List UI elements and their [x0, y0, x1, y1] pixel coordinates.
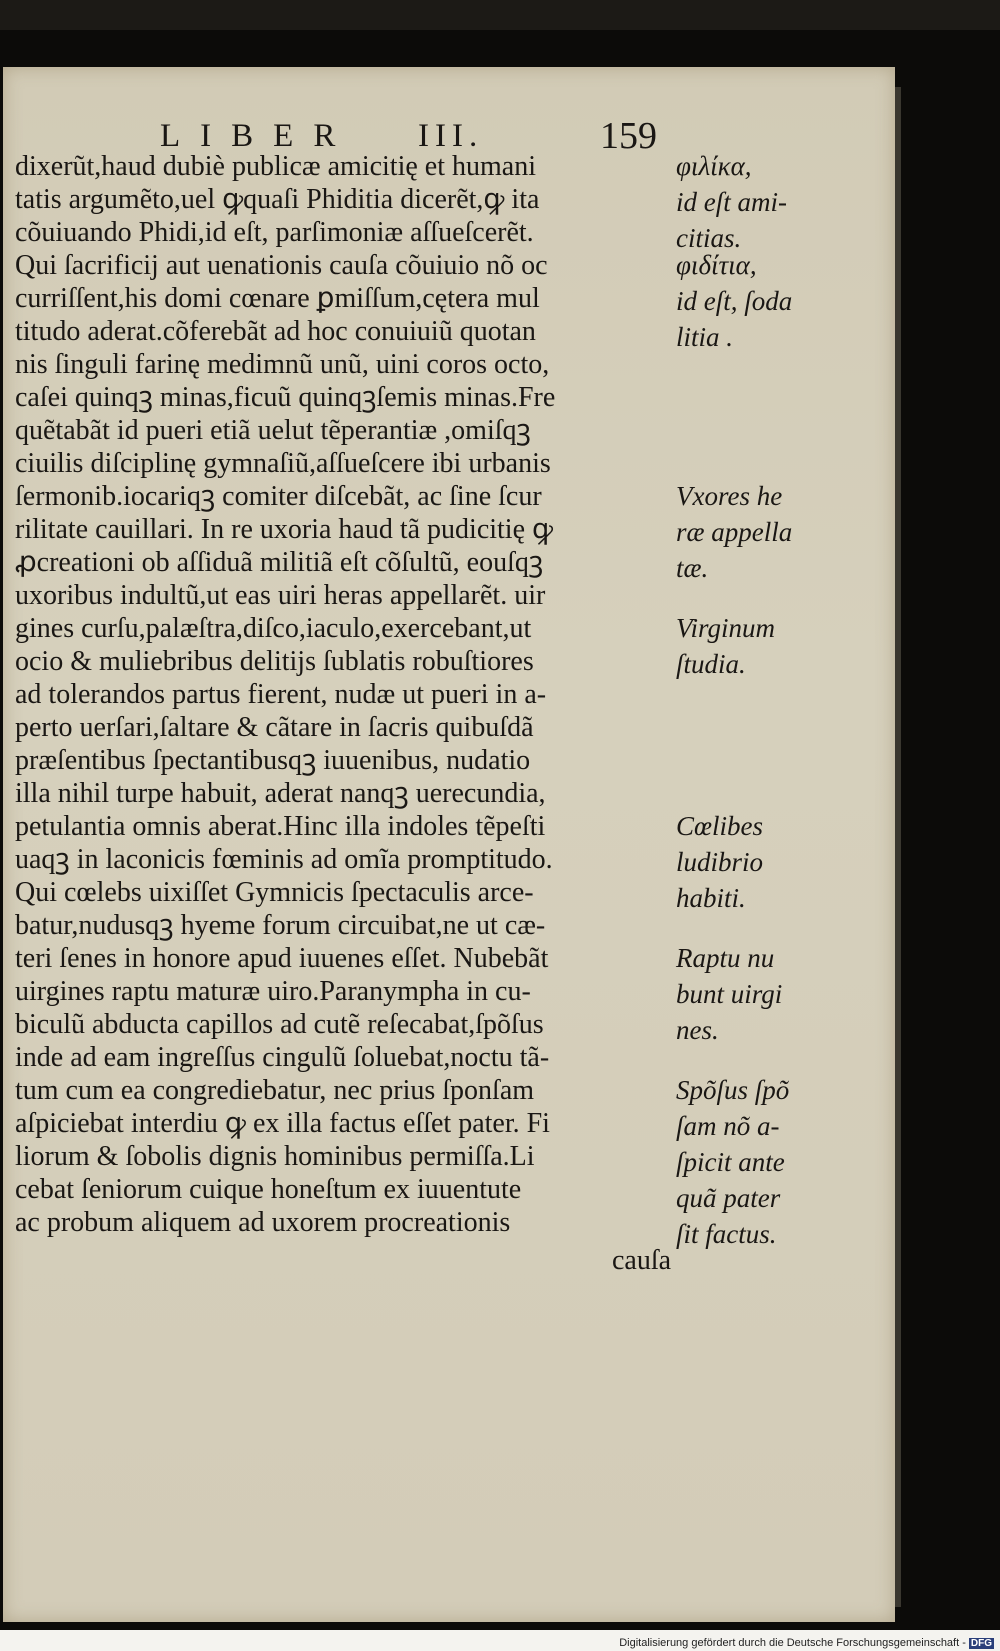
- running-head-book: III.: [418, 118, 484, 154]
- margin-note-line: Spõſus ſpõ: [676, 1075, 790, 1105]
- running-head-title: LIBER: [160, 118, 356, 154]
- text-line: caſei quinqꝫ minas,ficuũ quinqꝫſemis minas.Fre: [15, 382, 556, 413]
- text-line: teri ſenes in honore apud iuuenes eſſet. Nubebãt: [15, 943, 549, 974]
- text-line: cebat ſeniorum cuique honeſtum ex iuuentute: [15, 1174, 522, 1205]
- margin-note: [676, 480, 866, 588]
- text-line: ad tolerandos partus fierent, nudæ ut pueri in a-: [15, 679, 547, 710]
- margin-note: [676, 942, 866, 1050]
- margin-note-line: ſtudia.: [676, 649, 746, 679]
- text-line: cõuiuando Phidi,id eſt, parſimoniæ aſſueſcerẽt.: [15, 217, 534, 248]
- text-line: quẽtabãt id pueri etiã uelut tẽperantiæ ,omiſqꝫ: [15, 415, 531, 446]
- main-text-block: [15, 150, 695, 1239]
- text-line: gines curſu,palæſtra,diſco,iaculo,exercebant,ut: [15, 613, 532, 644]
- margin-note-line: Virginum: [676, 613, 775, 643]
- margin-note-line: ſpicit ante: [676, 1147, 785, 1177]
- page-number: 159: [600, 115, 657, 157]
- margin-note-line: bunt uirgi: [676, 979, 783, 1009]
- margin-note-line: citias.: [676, 223, 742, 253]
- margin-note-line: id eſt, ſoda: [676, 286, 793, 316]
- text-line: nis ſinguli farinę medimnũ unũ, uini coros octo,: [15, 349, 550, 380]
- margin-note-line: ſit factus.: [676, 1219, 777, 1249]
- text-line: batur,nudusqꝫ hyeme forum circuibat,ne ut cæ-: [15, 910, 546, 941]
- text-line: tum cum ea congrediebatur, nec prius ſponſam: [15, 1075, 535, 1106]
- margin-note-line: Cœlibes: [676, 811, 764, 841]
- text-line: titudo aderat.cõferebãt ad hoc conuiuiũ quotan: [15, 316, 536, 347]
- margin-note: [676, 612, 866, 684]
- margin-note-line: tæ.: [676, 553, 709, 583]
- digitization-footer: [619, 1637, 994, 1649]
- text-line: uirgines raptu maturæ uiro.Paranympha in cu-: [15, 976, 531, 1007]
- text-line: inde ad eam ingreſſus cingulũ ſoluebat,noctu tã-: [15, 1042, 550, 1073]
- page-edge-shadow: [895, 87, 901, 1607]
- text-line: Qui cœlebs uixiſſet Gymnicis ſpectaculis arce-: [15, 877, 534, 908]
- margin-note-line: nes.: [676, 1015, 719, 1045]
- text-line: ꝓcreationi ob aſſiduã militiã eſt cõſultũ, eouſqꝫ: [15, 547, 544, 578]
- text-line: uxoribus indultũ,ut eas uiri heras appellarẽt. uir: [15, 580, 546, 611]
- text-line: Qui ſacrificij aut uenationis cauſa cõuiuio nõ oc: [15, 250, 548, 281]
- text-line: biculũ abducta capillos ad cutẽ reſecabat,ſpõſus: [15, 1009, 544, 1040]
- text-line: ſermonib.iocariqꝫ comiter diſcebãt, ac ſine ſcur: [15, 481, 542, 512]
- margin-note-line: φιδίτια,: [676, 250, 757, 280]
- margin-note-line: Vxores he: [676, 481, 783, 511]
- text-line: liorum & ſobolis dignis hominibus permiſſa.Li: [15, 1141, 535, 1172]
- text-line: tatis argumẽto,uel ꝙquaſi Phiditia dicerẽt,ꝙ ita: [15, 184, 540, 215]
- margin-note-line: quã pater: [676, 1183, 781, 1213]
- text-line: uaqꝫ in laconicis fœminis ad omĩa promptitudo.: [15, 844, 553, 875]
- margin-note-line: litia .: [676, 322, 734, 352]
- text-line: illa nihil turpe habuit, aderat nanqꝫ uerecundia,: [15, 778, 546, 809]
- footer-text: Digitalisierung gefördert durch die Deutsche Forschungsgemeinschaft -: [619, 1637, 966, 1649]
- text-line: rilitate cauillari. In re uxoria haud tã pudicitię ꝙ: [15, 514, 554, 545]
- text-line: petulantia omnis aberat.Hinc illa indoles tẽpeſti: [15, 811, 546, 842]
- text-line: ocio & muliebribus delitijs ſublatis robuſtiores: [15, 646, 534, 677]
- text-line: aſpiciebat interdiu ꝙ ex illa factus eſſet pater. Fi: [15, 1108, 550, 1139]
- text-line: ac probum aliquem ad uxorem procreationis: [15, 1207, 511, 1238]
- text-line: ciuilis diſciplinę gymnaſiũ,aſſueſcere ibi urbanis: [15, 448, 551, 479]
- text-line: curriſſent,his domi cœnare ꝑmiſſum,cętera mul: [15, 283, 540, 314]
- catchword: cauſa: [612, 1245, 672, 1276]
- margin-note-line: id eſt ami-: [676, 187, 787, 217]
- margin-note: [676, 150, 866, 258]
- margin-note: [676, 810, 866, 918]
- dfg-logo: DFG: [970, 1638, 992, 1649]
- margin-note: [676, 249, 866, 357]
- margin-note-line: ludibrio: [676, 847, 764, 877]
- text-line: perto uerſari,ſaltare & cãtare in ſacris quibuſdã: [15, 712, 534, 743]
- margin-note-line: habiti.: [676, 883, 746, 913]
- margin-note-line: ræ appella: [676, 517, 793, 547]
- margin-note-line: Raptu nu: [676, 943, 775, 973]
- text-line: præſentibus ſpectantibusqꝫ iuuenibus, nudatio: [15, 745, 531, 776]
- margin-note-line: φιλίκα,: [676, 151, 752, 181]
- text-line: dixerũt,haud dubiè publicæ amicitię et humani: [15, 151, 536, 182]
- margin-note-line: ſam nõ a-: [676, 1111, 780, 1141]
- margin-note: [676, 1074, 866, 1254]
